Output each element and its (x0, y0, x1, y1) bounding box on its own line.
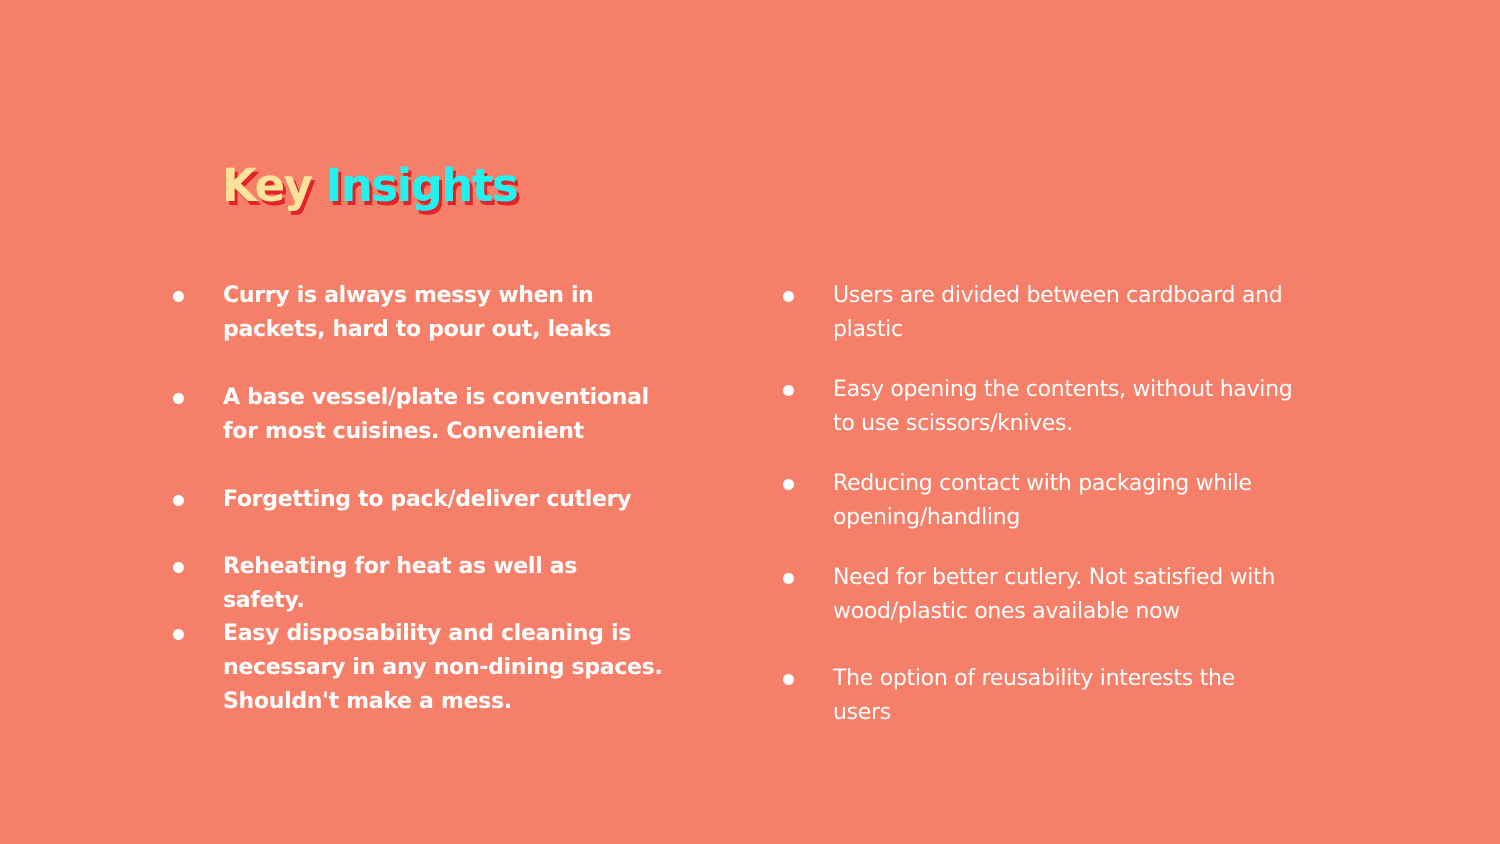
bullet-icon (783, 291, 794, 302)
insight-text: Users are divided between cardboard and plastic (833, 283, 1283, 342)
bullet-icon (783, 573, 794, 584)
bullet-icon (783, 479, 794, 490)
insight-text: Forgetting to pack/deliver cutlery (223, 487, 632, 512)
insight-text: Easy disposability and cleaning is necessary in any non-dining spaces. Shouldn't make a mess. (223, 621, 663, 714)
bullet-icon (173, 562, 184, 573)
insight-text: Easy opening the contents, without having to use scissors/knives. (833, 377, 1293, 436)
bullet-icon (783, 674, 794, 685)
bullet-icon (173, 393, 184, 404)
insight-text: Curry is always messy when in packets, hard to pour out, leaks (223, 283, 612, 342)
insight-text: A base vessel/plate is conventional for most cuisines. Convenient (223, 385, 649, 444)
bullet-icon (173, 291, 184, 302)
bullet-icon (783, 385, 794, 396)
title-word-insights: Insights (325, 159, 518, 212)
insight-text: Reducing contact with packaging while opening/handling (833, 471, 1252, 530)
insight-text: Need for better cutlery. Not satisfied with wood/plastic ones available now (833, 565, 1276, 624)
title-word-key: Key (222, 159, 312, 212)
insight-text: The option of reusability interests the users (833, 666, 1235, 725)
slide-title (222, 156, 517, 216)
insight-text: Reheating for heat as well as safety. (223, 554, 578, 613)
bullet-icon (173, 629, 184, 640)
bullet-icon (173, 495, 184, 506)
